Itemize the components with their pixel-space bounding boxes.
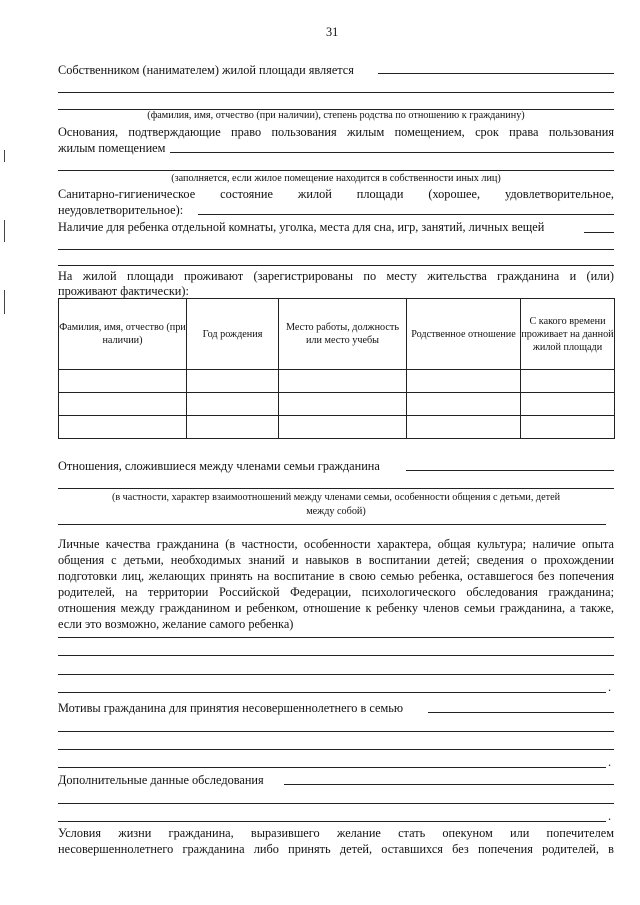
personal-answer-line-2[interactable] <box>58 655 614 656</box>
motives-answer-line[interactable] <box>428 712 614 713</box>
additional-answer-line-3[interactable] <box>58 821 606 822</box>
additional-period: . <box>608 809 612 823</box>
table-cell[interactable] <box>187 416 279 439</box>
additional-answer-line-2[interactable] <box>58 803 614 804</box>
owner-label: Собственником (нанимателем) жилой площади является <box>58 63 354 77</box>
child-room-answer-line[interactable] <box>584 232 614 233</box>
motives-label: Мотивы гражданина для принятия несовершеннолетнего в семью <box>58 701 404 715</box>
conditions-line2: несовершеннолетнего гражданина либо принять детей, оставшихся без попечения родителей, в <box>58 842 614 856</box>
residents-line2: проживают фактически): <box>58 284 189 298</box>
child-room-answer-line-2[interactable] <box>58 249 614 250</box>
additional-label: Дополнительные данные обследования <box>58 773 264 787</box>
table-cell[interactable] <box>279 393 407 416</box>
child-room-label: Наличие для ребенка отдельной комнаты, уголка, места для сна, игр, занятий, личных вещей <box>58 220 545 234</box>
additional-answer-line[interactable] <box>284 784 614 785</box>
relations-note-line2: между собой) <box>306 506 366 517</box>
sanitary-line1: Санитарно-гигиеническое состояние жилой площади (хорошее, удовлетворительное, <box>58 187 614 201</box>
table-cell[interactable] <box>279 416 407 439</box>
table-row <box>59 370 615 393</box>
scan-artifact <box>4 290 5 314</box>
conditions-line1: Условия жизни гражданина, выразившего желание стать опекуном или попечителем <box>58 826 614 840</box>
motives-answer-line-4[interactable] <box>58 767 606 768</box>
header-birth-year: Год рождения <box>187 299 279 370</box>
table-cell[interactable] <box>279 370 407 393</box>
table-cell[interactable] <box>521 370 615 393</box>
grounds-line2: жилым помещением <box>58 141 166 155</box>
personal-answer-line-3[interactable] <box>58 674 614 675</box>
page-number: 31 <box>326 25 339 39</box>
grounds-answer-line[interactable] <box>170 152 614 153</box>
grounds-line1: Основания, подтверждающие право пользования жилым помещением, срок права пользования <box>58 125 614 139</box>
header-workplace: Место работы, должность или место учебы <box>279 299 407 370</box>
personal-period: . <box>608 680 612 694</box>
table-cell[interactable] <box>407 370 521 393</box>
motives-answer-line-2[interactable] <box>58 731 614 732</box>
personal-answer-line-4[interactable] <box>58 692 606 693</box>
table-header-row <box>59 299 615 370</box>
owner-answer-line[interactable] <box>378 73 614 74</box>
personal-qualities-text: Личные качества гражданина (в частности, особенности характера, общая культура; наличие опыта общения с детьми, необходимых знаний и навыков в воспитании детей; сведения о прохождении подготовки лиц, желающих принять на воспитание в свою семью ребенка, оставшегося без попечения родителей, на территории Российской Федерации, психологического обследования гражданина; отношения между гражданином и ребенком, отношение к ребенку членов семьи гражданина, а также, если это возможно, желание самого ребенка) <box>58 537 614 631</box>
header-full-name: Фамилия, имя, отчество (при наличии) <box>59 299 187 370</box>
sanitary-line2: неудовлетворительное): <box>58 203 184 217</box>
motives-period: . <box>608 755 612 769</box>
relations-label: Отношения, сложившиеся между членами семьи гражданина <box>58 459 380 473</box>
personal-answer-line[interactable] <box>58 637 614 638</box>
scan-artifact <box>4 150 5 162</box>
table-cell[interactable] <box>187 370 279 393</box>
relations-answer-line[interactable] <box>406 470 614 471</box>
table-row <box>59 416 615 439</box>
owner-note: (фамилия, имя, отчество (при наличии), степень родства по отношению к гражданину) <box>147 110 525 121</box>
table-cell[interactable] <box>59 416 187 439</box>
scan-artifact <box>4 220 5 242</box>
header-since-when: С какого времени проживает на данной жилой площади <box>521 299 615 370</box>
table-cell[interactable] <box>407 416 521 439</box>
table-cell[interactable] <box>407 393 521 416</box>
grounds-note: (заполняется, если жилое помещение находится в собственности иных лиц) <box>171 173 501 184</box>
sanitary-answer-line[interactable] <box>198 214 614 215</box>
motives-answer-line-3[interactable] <box>58 749 614 750</box>
header-relation: Родственное отношение <box>407 299 521 370</box>
relations-answer-line-3[interactable] <box>58 524 606 525</box>
grounds-answer-line-2[interactable] <box>58 170 614 171</box>
table-cell[interactable] <box>521 393 615 416</box>
relations-answer-line-2[interactable] <box>58 488 614 489</box>
residents-table <box>58 298 615 439</box>
residents-line1: На жилой площади проживают (зарегистрированы по месту жительства гражданина и (или) <box>58 269 614 283</box>
table-row <box>59 393 615 416</box>
table-cell[interactable] <box>187 393 279 416</box>
table-cell[interactable] <box>59 393 187 416</box>
child-room-answer-line-3[interactable] <box>58 265 614 266</box>
table-cell[interactable] <box>59 370 187 393</box>
table-cell[interactable] <box>521 416 615 439</box>
owner-answer-line-2[interactable] <box>58 92 614 93</box>
relations-note-line1: (в частности, характер взаимоотношений между членами семьи, особенности общения с детьми, детей <box>111 492 561 503</box>
